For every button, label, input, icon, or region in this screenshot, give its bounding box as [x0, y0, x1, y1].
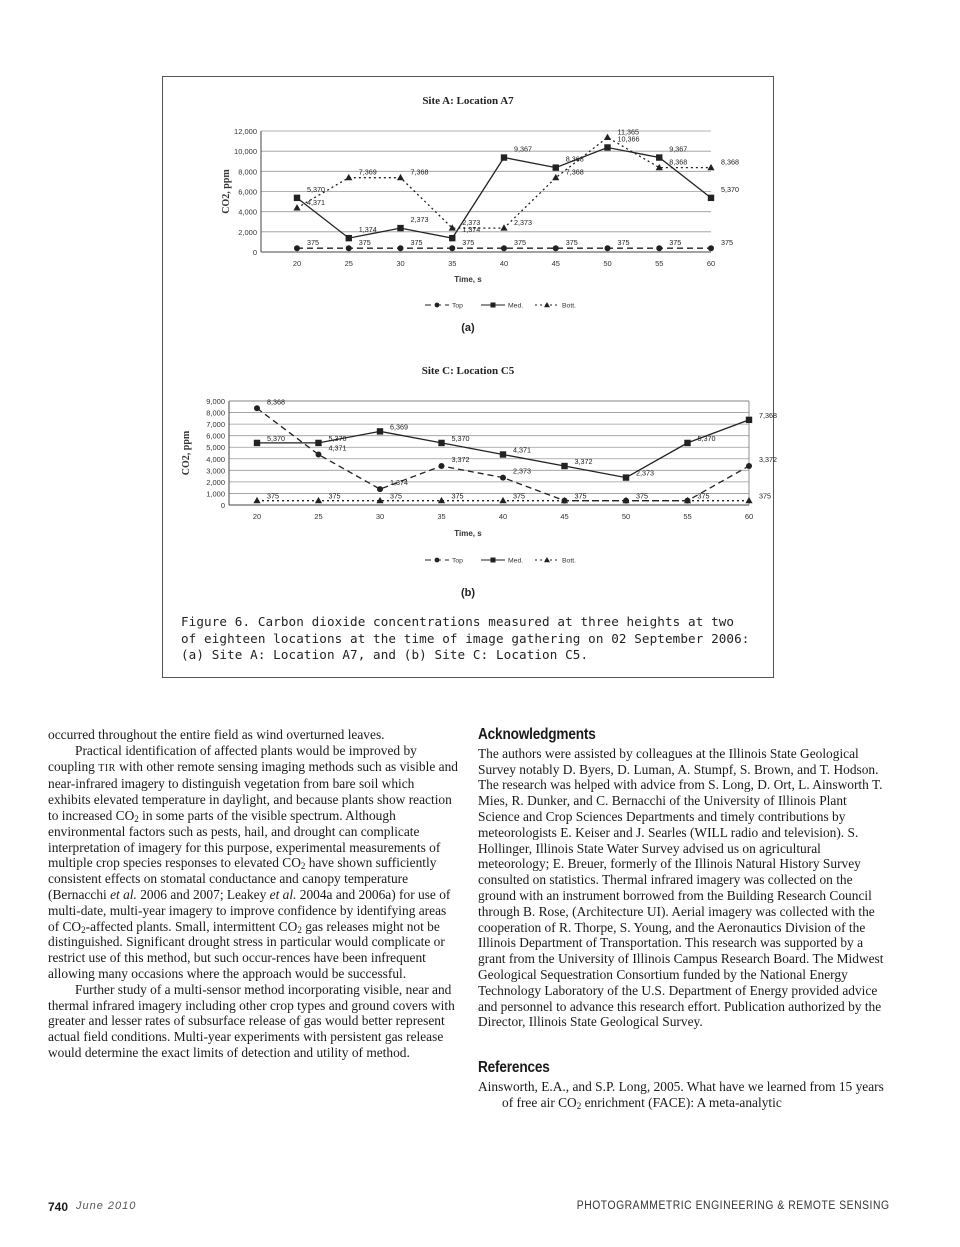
data-label: 1,374 — [358, 225, 377, 235]
data-point — [604, 144, 610, 150]
data-point — [397, 174, 404, 180]
data-label: 3,372 — [759, 455, 777, 465]
data-label: 375 — [697, 491, 710, 501]
x-tick-label: 30 — [396, 259, 405, 268]
data-point — [708, 195, 714, 201]
paragraph: Further study of a multi-sensor method incorporating visible, near and thermal infrared imagery including other crop types and ground covers with greater and lesser rates of subsurface release of gas would better represent actual field conditions. Multi-year experiments with persistent gas release would determine the exact limits of detection and utility of method. — [48, 981, 455, 1060]
x-tick-label: 20 — [252, 512, 262, 521]
data-label: 7,368 — [410, 167, 429, 177]
data-point — [315, 497, 322, 503]
data-label: 375 — [617, 238, 630, 248]
data-label: 375 — [462, 238, 475, 248]
x-tick-label: 25 — [314, 512, 323, 521]
data-point — [552, 174, 559, 180]
data-label: 375 — [514, 238, 526, 248]
y-tick-label: 10,000 — [234, 147, 257, 157]
data-label: 375 — [267, 491, 279, 501]
x-tick-label: 40 — [499, 259, 509, 268]
x-axis-label: Time, s — [454, 275, 482, 284]
data-label: 375 — [565, 238, 578, 248]
x-tick-label: 20 — [292, 259, 302, 268]
data-point — [294, 195, 300, 201]
y-tick-label: 0 — [252, 248, 257, 257]
data-point — [315, 440, 321, 446]
x-tick-label: 25 — [344, 259, 353, 268]
data-point — [707, 164, 714, 170]
references-heading: References — [478, 1059, 550, 1077]
data-label: 9,367 — [669, 144, 688, 154]
y-tick-label: 8,000 — [206, 408, 225, 418]
legend-marker — [491, 558, 496, 563]
x-tick-label: 40 — [498, 512, 508, 521]
data-label: 7,368 — [759, 410, 777, 420]
panel-label: (a) — [461, 322, 475, 334]
x-tick-label: 60 — [706, 259, 716, 268]
data-point — [745, 497, 752, 503]
data-point — [439, 463, 445, 469]
data-label: 5,370 — [721, 184, 739, 194]
data-label: 10,366 — [617, 134, 640, 144]
data-point — [377, 486, 383, 492]
data-label: 375 — [307, 238, 319, 248]
legend-marker — [491, 303, 496, 308]
left-column — [48, 727, 460, 1061]
y-axis-label: CO2, ppm — [221, 169, 232, 214]
data-point — [293, 204, 300, 210]
legend-marker — [544, 302, 550, 307]
y-tick-label: 3,000 — [206, 466, 225, 476]
legend-label: Med. — [508, 557, 524, 565]
x-tick-label: 30 — [375, 512, 385, 521]
legend-label: Med. — [508, 302, 524, 310]
legend-label: Top — [452, 302, 463, 310]
data-label: 375 — [390, 491, 402, 501]
figure-6 — [162, 76, 777, 678]
data-label: 5,370 — [451, 433, 470, 443]
data-label: 375 — [328, 491, 341, 501]
data-label: 8,368 — [267, 397, 285, 407]
x-tick-label: 50 — [603, 259, 612, 268]
data-point — [398, 245, 404, 251]
y-tick-label: 12,000 — [234, 127, 257, 136]
data-label: 3,372 — [451, 455, 470, 465]
x-tick-label: 35 — [437, 512, 446, 521]
legend-marker — [544, 557, 550, 562]
data-point — [684, 440, 690, 446]
data-point — [316, 451, 322, 457]
data-point — [449, 235, 455, 241]
data-point — [500, 224, 507, 230]
page-number: 740 — [48, 1200, 69, 1214]
data-label: 375 — [721, 238, 733, 248]
data-label: 11,365 — [617, 127, 639, 137]
x-tick-label: 60 — [744, 512, 754, 521]
reference-entry: Ainsworth, E.A., and S.P. Long, 2005. What have we learned from 15 years of free air $CO_2$ enrichment (FACE): A meta-analytic — [478, 1078, 884, 1111]
data-point — [253, 497, 260, 503]
x-tick-label: 45 — [560, 512, 569, 521]
acknowledgments-heading: Acknowledgments — [478, 726, 596, 743]
data-label: 7,369 — [358, 167, 377, 177]
y-tick-label: 2,000 — [206, 477, 225, 487]
y-tick-label: 4,000 — [238, 207, 257, 217]
data-point — [254, 405, 260, 411]
x-tick-label: 45 — [551, 259, 560, 268]
x-tick-label: 50 — [621, 512, 631, 521]
data-label: 375 — [451, 491, 464, 501]
data-label: 4,371 — [307, 197, 325, 207]
data-point — [500, 475, 506, 481]
data-label: 5,370 — [697, 433, 716, 443]
journal-name: PHOTOGRAMMETRIC ENGINEERING & REMOTE SENSING — [577, 1200, 890, 1212]
data-point — [377, 428, 383, 434]
data-point — [254, 440, 260, 446]
data-point — [605, 245, 611, 251]
chart-title: Site C: Location C5 — [421, 365, 515, 377]
y-tick-label: 6,000 — [206, 431, 225, 441]
data-point — [500, 451, 506, 457]
paragraph: Practical identification of affected plants would be improved by coupling TIR with other remote sensing imaging methods such as visible and near-infrared imagery to distinguish vegetation from bare soil which exhibits elevated temperature in daylight, and because plants show reaction to increased $CO_2$ in some parts of the visible spectrum. Although environmental factors such as pests, hail, and drought can complicate interpretation of imagery for this purpose, experimental measurements of multiple crop species responses to elevated $CO_2$ have shown sufficiently consistent effects on stomatal conductance and canopy temperature (Bernacchi et al. 2006 and 2007; Leakey et al. 2004a and 2006a) for use of multi-date, multi-year imagery to improve confidence by identifying areas of $CO_2$-affected plants. Small, intermittent $CO_2$ gas releases might not be distinguished. Significant drought stress in particular would complicate or restrict use of this method, but such occur-rences have been infrequent allowing many occasions where the approach would be successful. — [48, 742, 458, 981]
right-column — [478, 727, 888, 1111]
data-label: 2,373 — [636, 468, 654, 478]
data-label: 5,370 — [328, 433, 347, 443]
data-label: 5,370 — [267, 433, 285, 443]
data-label: 375 — [513, 491, 525, 501]
y-tick-label: 2,000 — [238, 227, 257, 237]
data-label: 375 — [669, 238, 682, 248]
data-label: 4,371 — [513, 445, 531, 455]
figure-6-charts — [163, 77, 777, 607]
data-point — [656, 154, 662, 160]
data-label: 375 — [358, 238, 371, 248]
data-point — [746, 463, 752, 469]
data-label: 375 — [759, 491, 771, 501]
data-label: 2,373 — [514, 218, 532, 228]
y-tick-label: 6,000 — [238, 187, 257, 197]
data-label: 375 — [574, 491, 587, 501]
data-point — [346, 245, 352, 251]
data-label: 2,373 — [462, 218, 481, 228]
y-axis-label: CO2, ppm — [181, 430, 192, 476]
data-point — [708, 245, 714, 251]
y-tick-label: 9,000 — [206, 397, 225, 406]
data-label: 2,373 — [410, 215, 429, 225]
figure-caption: Figure 6. Carbon dioxide concentrations measured at three heights at two of eighteen locations at the time of image gathering on 02 September 2006: (a) Site A: Location A7, and (b) Site C: Location C5. — [181, 614, 750, 662]
y-tick-label: 4,000 — [206, 454, 225, 464]
data-point — [656, 245, 662, 251]
data-point — [623, 474, 629, 480]
legend-marker — [435, 558, 440, 563]
legend-label: Bott. — [562, 302, 576, 310]
data-label: 5,370 — [307, 184, 325, 194]
panel-label: (b) — [460, 587, 476, 599]
data-label: 7,368 — [565, 167, 584, 177]
data-label: 375 — [410, 238, 423, 248]
data-point — [553, 164, 559, 170]
x-axis-label: Time, s — [454, 529, 482, 538]
data-label: 9,367 — [514, 144, 532, 154]
data-point — [604, 134, 611, 140]
data-point — [499, 497, 506, 503]
page-footer — [48, 1200, 890, 1220]
legend-label: Bott. — [562, 557, 576, 565]
legend-label: Top — [452, 557, 463, 565]
data-point — [438, 440, 444, 446]
data-point — [501, 154, 507, 160]
legend-marker — [435, 303, 440, 308]
data-point — [346, 235, 352, 241]
data-label: 2,373 — [513, 466, 531, 476]
y-tick-label: 7,000 — [206, 420, 225, 430]
data-label: 4,371 — [328, 443, 347, 453]
data-label: 1,374 — [390, 478, 408, 488]
data-point — [449, 245, 455, 251]
data-point — [553, 245, 559, 251]
paragraph: occurred throughout the entire field as wind overturned leaves. — [48, 727, 385, 742]
data-label: 3,372 — [574, 457, 593, 467]
data-point — [345, 174, 352, 180]
data-point — [746, 417, 752, 423]
issue-date: June 2010 — [76, 1200, 137, 1212]
y-tick-label: 0 — [220, 501, 225, 510]
acknowledgments-text: The authors were assisted by colleagues at the Illinois State Geological Survey notably D. Byers, D. Luman, A. Stumpf, S. Brown, and T. Hodson. The research was helped with advice from S. Long, D. Ort, L. Ainsworth T. Mies, R. Dunker, and C. Bernacchi of the University of Illinois Plant Science and Crop Sciences Departments and timely contributions by meteorologists E. Keiser and J. Searles (WILL radio and television). S. Hollinger, Illinois State Water Survey advised us on agricultural meteorology; E. Breuer, formerly of the Illinois Natural History Survey consulted on statistics. Thermal infrared imagery was collected on the ground with an instrument borrowed from the Building Research Council through B. Rose, (Architecture UI). Aerial imagery was collected with the cooperation of R. Thorpe, S. Young, and the Aeronautics Division of the Illinois Department of Transportation. This research was supported by a grant from the University of Illinois Campus Research Board. The Midwest Geological Sequestration Consortium funded by the National Energy Technology Laboratory of the U.S. Department of Energy provided advice and personnel to advance this research effort. Publication authorized by the Director, Illinois State Geological Survey. — [478, 745, 884, 1030]
data-point — [397, 225, 403, 231]
data-label: 6,369 — [390, 422, 408, 432]
data-label: 8,368 — [565, 154, 584, 164]
chart-title: Site A: Location A7 — [422, 95, 514, 107]
y-tick-label: 1,000 — [206, 489, 225, 499]
data-label: 8,368 — [721, 157, 739, 167]
data-point — [561, 463, 567, 469]
y-tick-label: 5,000 — [206, 443, 225, 453]
data-label: 8,368 — [669, 157, 688, 167]
data-point — [294, 245, 300, 251]
data-label: 1,374 — [462, 225, 481, 235]
data-label: 375 — [636, 491, 648, 501]
x-tick-label: 55 — [655, 259, 664, 268]
x-tick-label: 35 — [448, 259, 457, 268]
data-point — [501, 245, 507, 251]
x-tick-label: 55 — [683, 512, 692, 521]
y-tick-label: 8,000 — [238, 167, 257, 177]
